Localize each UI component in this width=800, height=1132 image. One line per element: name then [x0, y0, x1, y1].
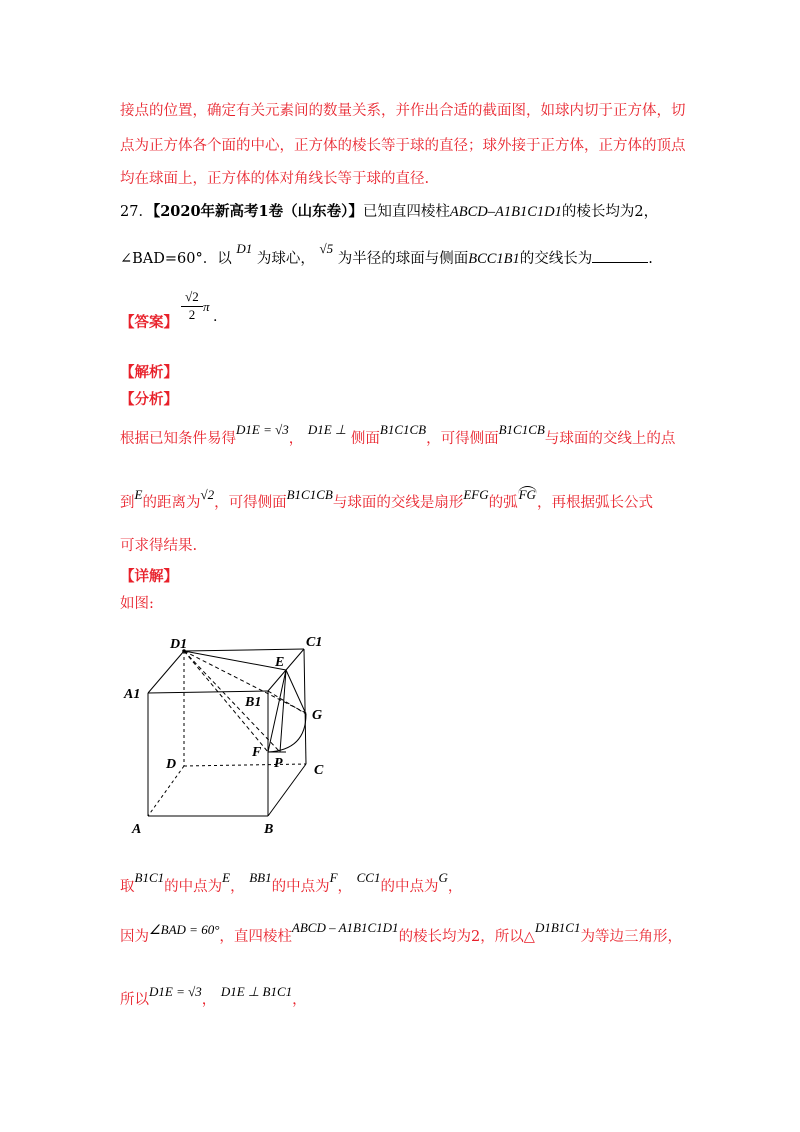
- detail-math-e: E: [222, 870, 231, 885]
- detail-math-triangle: D1B1C1: [534, 920, 581, 935]
- analysis-math-d1e: D1E = √3: [236, 422, 289, 437]
- problem-text-4: 为半径的球面与侧面: [337, 251, 469, 267]
- label-p: P: [274, 756, 283, 771]
- problem-text-2: 的棱长均为2，: [561, 204, 659, 220]
- fenxi-label: 【分析】: [120, 391, 178, 408]
- detail-text-3b: ，: [201, 992, 217, 1008]
- detail-text-1b: 的中点为: [164, 879, 223, 895]
- analysis-text-2f: ，再根据弧长公式: [536, 495, 653, 511]
- edge-a1b1: [148, 691, 268, 693]
- label-d1: D1: [170, 637, 188, 652]
- analysis-math-face-3: B1C1CB: [286, 487, 333, 502]
- analysis-text-1c: 侧面: [350, 431, 380, 447]
- analysis-text-2c: ，可得侧面: [214, 495, 287, 511]
- problem-line-2: [120, 241, 653, 268]
- problem-line-1: [120, 200, 658, 221]
- detail-text-1d: 的中点为: [271, 879, 330, 895]
- detail-text-1e: ，: [337, 879, 353, 895]
- problem-prism: ABCD–A1B1C1D1: [449, 204, 562, 220]
- analysis-text-2a: 到: [120, 495, 135, 511]
- analysis-line-2: [120, 487, 653, 512]
- detail-math-perp: D1E ⊥ B1C1: [220, 984, 293, 999]
- label-f: F: [252, 745, 262, 760]
- detail-math-g: G: [438, 870, 448, 885]
- label-b: B: [264, 822, 274, 837]
- intro-line-3: 均在球面上，正方体的体对角线长等于球的直径.: [120, 171, 430, 187]
- detail-math-d1e: D1E = √3: [149, 984, 202, 999]
- analysis-math-e: E: [134, 487, 143, 502]
- edge-d1a1: [148, 651, 184, 693]
- detail-intro: 如图:: [120, 596, 154, 612]
- edge-bc: [268, 764, 306, 816]
- label-a: A: [132, 822, 142, 837]
- answer-end: .: [213, 309, 218, 325]
- analysis-text-1b: ，: [288, 431, 304, 447]
- problem-angle: ∠BAD=60°．以: [120, 251, 232, 267]
- problem-face: BCC1B1: [468, 251, 520, 267]
- analysis-text-1d: ，可得侧面: [426, 431, 499, 447]
- detail-text-1a: 取: [120, 879, 135, 895]
- label-b1: B1: [245, 695, 262, 710]
- detail-text-2c: 的棱长均为2，所以△: [398, 929, 535, 945]
- answer-denominator: 2: [188, 307, 196, 322]
- edge-d1c1: [184, 649, 304, 651]
- detail-math-bb1: BB1: [249, 870, 272, 885]
- analysis-text-1e: 与球面的交线上的点: [544, 431, 676, 447]
- answer-blank: [592, 250, 648, 263]
- answer-label: 【答案】: [120, 314, 178, 331]
- analysis-text-2d: 与球面的交线是扇形: [332, 495, 464, 511]
- intro-line-2: 点为正方体各个面的中心，正方体的棱长等于球的直径；球外接于正方体，正方体的顶点: [120, 138, 686, 154]
- detail-line-3: [120, 984, 307, 1009]
- problem-end: .: [648, 251, 653, 267]
- detail-text-1g: ，: [447, 879, 463, 895]
- analysis-math-face-2: B1C1CB: [498, 422, 545, 437]
- detail-math-cc1: CC1: [356, 870, 381, 885]
- detail-text-1c: ，: [230, 879, 245, 895]
- label-e: E: [275, 655, 285, 670]
- detail-text-3c: ，: [292, 992, 307, 1008]
- analysis-math-arc-fg: FG: [518, 487, 536, 502]
- detail-line-1: [120, 870, 463, 896]
- detail-text-2a: 因为: [120, 929, 149, 945]
- analysis-text-2e: 的弧: [488, 495, 518, 511]
- problem-source: 【2020年新高考1卷（山东卷）】: [152, 203, 363, 220]
- line-eg: [286, 670, 306, 714]
- detail-text-2d: 为等边三角形，: [580, 929, 682, 945]
- detail-text-3a: 所以: [120, 992, 149, 1008]
- jiexi-label: 【解析】: [120, 364, 178, 381]
- detail-math-f: F: [329, 870, 338, 885]
- detail-text-2b: ，直四棱柱: [219, 929, 292, 945]
- problem-text-5: 的交线长为: [519, 251, 593, 267]
- label-c: C: [314, 763, 324, 778]
- analysis-line-3: 可求得结果.: [120, 538, 198, 554]
- answer-line: [120, 311, 178, 332]
- detail-line-2: [120, 920, 682, 946]
- analysis-text-1a: 根据已知条件易得: [120, 431, 236, 447]
- label-c1: C1: [306, 635, 323, 650]
- answer-pi: π: [203, 299, 210, 314]
- analysis-math-sqrt2: √2: [200, 487, 215, 502]
- label-g: G: [312, 708, 323, 723]
- edge-da: [148, 766, 184, 816]
- detail-label: 【详解】: [120, 568, 178, 585]
- intro-line-1: 接点的位置，确定有关元素间的数量关系，并作出合适的截面图，如球内切于正方体，切: [120, 103, 686, 119]
- problem-text-1: 已知直四棱柱: [362, 204, 450, 220]
- analysis-line-1: [120, 422, 676, 448]
- answer-fraction: [181, 289, 203, 323]
- edge-dc: [184, 764, 306, 766]
- analysis-math-perp: D1E ⊥: [307, 422, 347, 437]
- detail-math-angle: ∠BAD = 60°: [149, 922, 220, 937]
- edge-c1c: [304, 649, 306, 764]
- detail-text-1f: 的中点为: [380, 879, 439, 895]
- label-d: D: [166, 757, 177, 772]
- prism-figure: [120, 628, 350, 838]
- problem-text-3: 为球心，: [256, 251, 315, 267]
- analysis-math-face-1: B1C1CB: [379, 422, 427, 437]
- detail-math-prism: ABCD – A1B1C1D1: [291, 920, 399, 935]
- label-a1: A1: [124, 687, 141, 702]
- problem-number: 27．: [120, 204, 153, 220]
- detail-math-b1c1: B1C1: [134, 870, 165, 885]
- answer-numerator: √2: [181, 289, 203, 307]
- problem-center: D1: [236, 241, 253, 256]
- analysis-math-efg: EFG: [463, 487, 489, 502]
- analysis-text-2b: 的距离为: [142, 495, 201, 511]
- arc-fg: [268, 714, 306, 752]
- problem-radius: √5: [319, 241, 334, 256]
